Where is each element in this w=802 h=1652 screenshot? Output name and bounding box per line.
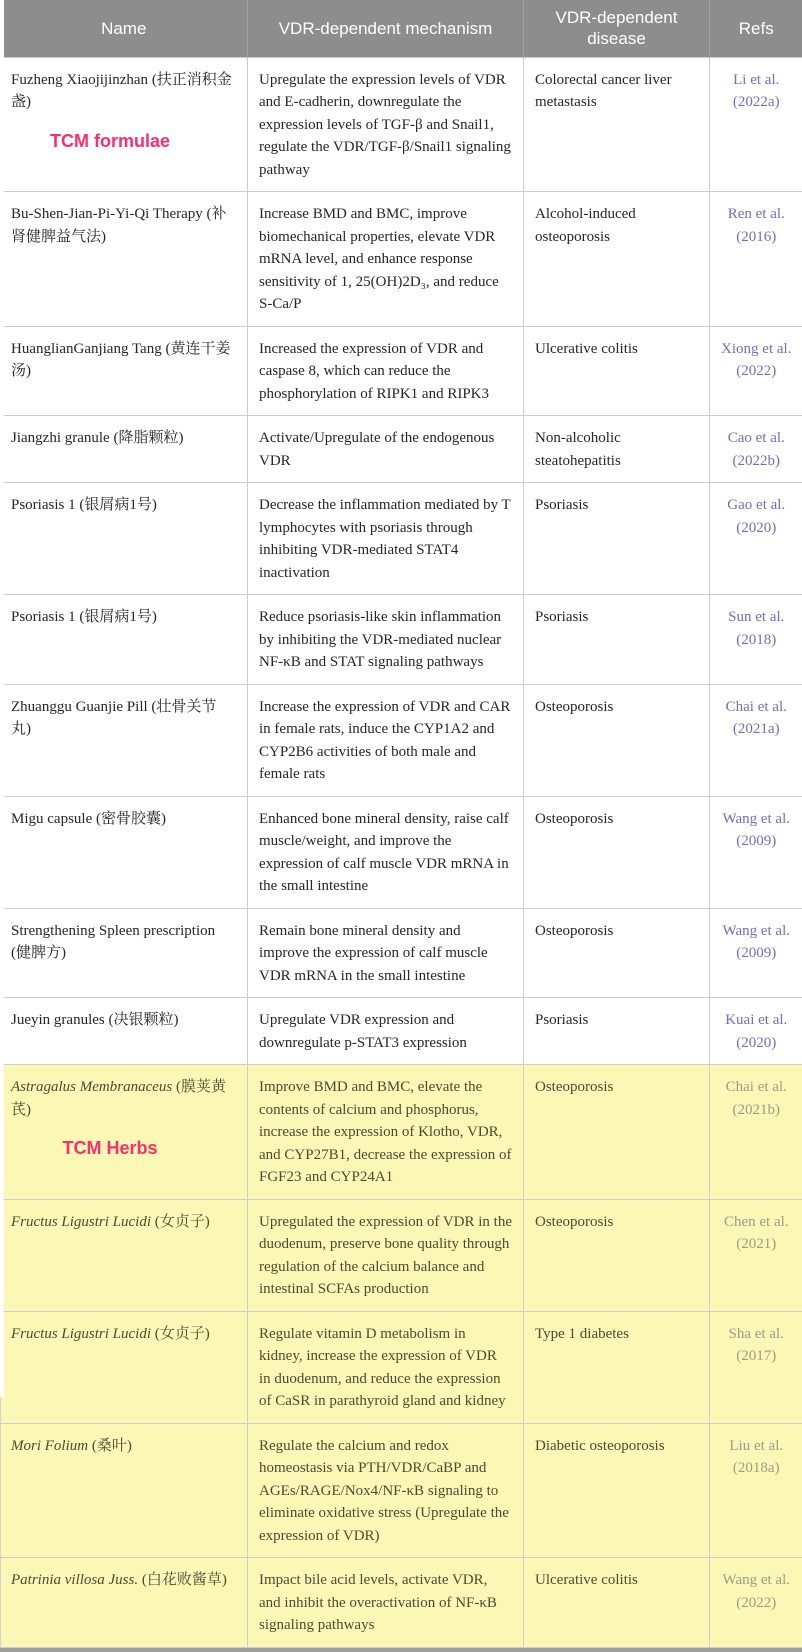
row-name-latin: Fuzheng Xiaojijinzhan xyxy=(11,72,148,88)
name-cell xyxy=(1,684,248,796)
left-margin xyxy=(0,0,4,1397)
row-name-latin: Jueyin granules xyxy=(11,1012,105,1028)
name-cell xyxy=(1,1199,248,1311)
name-cell xyxy=(1,796,248,908)
mechanism-cell: Enhanced bone mineral density, raise calf muscle/weight, and improve the expression of calf muscle VDR mRNA in the small intestine xyxy=(248,796,524,908)
disease-cell: Ulcerative colitis xyxy=(524,1558,710,1648)
reference-link[interactable]: Wang et al. (2009) xyxy=(714,808,799,853)
mechanism-cell: Increase BMD and BMC, improve biomechanical properties, elevate VDR mRNA level, and enhance response sensitivity of 1, 25(OH)2D₃, and reduce S-Ca/P xyxy=(248,192,524,327)
reference-link[interactable]: Chai et al. (2021b) xyxy=(714,1076,799,1121)
disease-cell: Psoriasis xyxy=(524,998,710,1065)
row-name xyxy=(11,808,233,831)
name-cell xyxy=(1,595,248,685)
row-name-cn: (密骨胶囊) xyxy=(96,811,166,827)
refs-cell xyxy=(710,1311,802,1423)
name-cell xyxy=(1,1311,248,1423)
section-label: TCM Herbs xyxy=(11,1135,233,1162)
refs-cell xyxy=(710,595,802,685)
table-row xyxy=(1,1311,802,1423)
table-row xyxy=(1,1199,802,1311)
disease-cell: Colorectal cancer liver metastasis xyxy=(524,57,710,192)
mechanism-cell: Increase the expression of VDR and CAR in female rats, induce the CYP1A2 and CYP2B6 activities of both male and female rats xyxy=(248,684,524,796)
disease-cell: Non-alcoholic steatohepatitis xyxy=(524,416,710,483)
name-cell xyxy=(1,998,248,1065)
name-cell xyxy=(1,416,248,483)
row-name-cn: (白花败酱草) xyxy=(142,1572,227,1588)
name-cell xyxy=(1,192,248,327)
table-row xyxy=(1,908,802,998)
row-name-cn: (银屑病1号) xyxy=(79,609,157,625)
disease-cell: Diabetic osteoporosis xyxy=(524,1423,710,1558)
disease-cell: Osteoporosis xyxy=(524,1065,710,1200)
table-bottom-rule xyxy=(0,1648,802,1652)
disease-cell: Ulcerative colitis xyxy=(524,326,710,416)
mechanism-cell: Reduce psoriasis-like skin inflammation by inhibiting the VDR-mediated nuclear NF-κB and STAT signaling pathways xyxy=(248,595,524,685)
row-name xyxy=(11,494,233,517)
name-cell xyxy=(1,908,248,998)
row-name-latin: Astragalus Membranaceus xyxy=(11,1079,172,1095)
row-name-cn: (女贞子) xyxy=(155,1214,210,1230)
row-name-latin: Migu capsule xyxy=(11,811,92,827)
table-row xyxy=(1,192,802,327)
mechanism-cell: Increased the expression of VDR and caspase 8, which can reduce the phosphorylation of RIPK1 and RIPK3 xyxy=(248,326,524,416)
row-name-cn: (女贞子) xyxy=(155,1326,210,1342)
table-row xyxy=(1,1423,802,1558)
refs-cell xyxy=(710,1065,802,1200)
row-name-cn: (扶正消积金盏) xyxy=(11,72,232,111)
disease-cell: Psoriasis xyxy=(524,483,710,595)
table-row xyxy=(1,483,802,595)
refs-cell xyxy=(710,57,802,192)
refs-cell xyxy=(710,998,802,1065)
name-cell xyxy=(1,326,248,416)
row-name-latin: Jiangzhi granule xyxy=(11,430,110,446)
section-label: TCM formulae xyxy=(11,128,233,155)
row-name-latin: Fructus Ligustri Lucidi xyxy=(11,1326,151,1342)
row-name xyxy=(11,606,233,629)
row-name-latin: Fructus Ligustri Lucidi xyxy=(11,1214,151,1230)
disease-cell: Alcohol-induced osteoporosis xyxy=(524,192,710,327)
table-row xyxy=(1,796,802,908)
mechanism-cell: Regulate the calcium and redox homeostasis via PTH/VDR/CaBP and AGEs/RAGE/Nox4/NF-κB signaling to eliminate oxidative stress (Upregulate the expression of VDR) xyxy=(248,1423,524,1558)
refs-cell xyxy=(710,1558,802,1648)
reference-link[interactable]: Kuai et al. (2020) xyxy=(714,1009,799,1054)
reference-link[interactable]: Gao et al. (2020) xyxy=(714,494,799,539)
table-row xyxy=(1,1558,802,1648)
refs-cell xyxy=(710,908,802,998)
reference-link[interactable]: Chen et al. (2021) xyxy=(714,1211,799,1256)
reference-link[interactable]: Chai et al. (2021a) xyxy=(714,696,799,741)
refs-cell xyxy=(710,326,802,416)
mechanism-cell: Upregulate VDR expression and downregulate p-STAT3 expression xyxy=(248,998,524,1065)
header-name: Name xyxy=(1,0,248,57)
table-row xyxy=(1,684,802,796)
row-name-cn: (桑叶) xyxy=(92,1438,132,1454)
table-row xyxy=(1,595,802,685)
row-name-cn: (决银颗粒) xyxy=(108,1012,178,1028)
table-body xyxy=(1,57,802,1647)
name-cell xyxy=(1,1065,248,1200)
row-name xyxy=(11,920,233,965)
reference-link[interactable]: Liu et al. (2018a) xyxy=(714,1435,799,1480)
row-name xyxy=(11,1435,233,1458)
row-name xyxy=(11,338,233,383)
table-row xyxy=(1,57,802,192)
row-name-cn: (补肾健脾益气法) xyxy=(11,206,227,245)
row-name-latin: Patrinia villosa Juss. xyxy=(11,1572,138,1588)
row-name xyxy=(11,1076,233,1121)
reference-link[interactable]: Li et al. (2022a) xyxy=(714,69,799,114)
refs-cell xyxy=(710,684,802,796)
reference-link[interactable]: Cao et al. (2022b) xyxy=(714,427,799,472)
mechanism-cell: Decrease the inflammation mediated by T lymphocytes with psoriasis through inhibiting VDR-mediated STAT4 inactivation xyxy=(248,483,524,595)
disease-cell: Osteoporosis xyxy=(524,1199,710,1311)
header-mechanism: VDR-dependent mechanism xyxy=(248,0,524,57)
row-name-latin: Psoriasis 1 xyxy=(11,609,76,625)
disease-cell: Osteoporosis xyxy=(524,684,710,796)
row-name-cn: (膜荚黄芪) xyxy=(11,1079,226,1118)
row-name-cn: (壮骨关节丸) xyxy=(11,699,216,738)
refs-cell xyxy=(710,192,802,327)
row-name xyxy=(11,1211,233,1234)
name-cell xyxy=(1,1558,248,1648)
header-refs: Refs xyxy=(710,0,802,57)
refs-cell xyxy=(710,416,802,483)
refs-cell xyxy=(710,483,802,595)
disease-cell: Osteoporosis xyxy=(524,796,710,908)
name-cell xyxy=(1,483,248,595)
reference-link[interactable]: Wang et al. (2009) xyxy=(714,920,799,965)
row-name xyxy=(11,1323,233,1346)
reference-link[interactable]: Ren et al. (2016) xyxy=(714,203,799,248)
reference-link[interactable]: Xiong et al. (2022) xyxy=(714,338,799,383)
mechanism-cell: Impact bile acid levels, activate VDR, and inhibit the overactivation of NF-κB signaling pathways xyxy=(248,1558,524,1648)
row-name-cn: (黄连干姜汤) xyxy=(11,341,230,380)
row-name xyxy=(11,1009,233,1032)
row-name xyxy=(11,203,233,248)
disease-cell: Osteoporosis xyxy=(524,908,710,998)
row-name-latin: Strengthening Spleen prescription xyxy=(11,923,215,939)
reference-link[interactable]: Sun et al. (2018) xyxy=(714,606,799,651)
mechanism-cell: Improve BMD and BMC, elevate the contents of calcium and phosphorus, increase the expression of Klotho, VDR, and CYP27B1, decrease the expression of FGF23 and CYP24A1 xyxy=(248,1065,524,1200)
row-name-cn: (降脂颗粒) xyxy=(113,430,183,446)
refs-cell xyxy=(710,796,802,908)
mechanism-cell: Upregulated the expression of VDR in the duodenum, preserve bone quality through regulation of the calcium balance and intestinal SCFAs production xyxy=(248,1199,524,1311)
row-name-latin: Mori Folium xyxy=(11,1438,88,1454)
reference-link[interactable]: Wang et al. (2022) xyxy=(714,1569,799,1614)
name-cell xyxy=(1,1423,248,1558)
row-name-latin: Psoriasis 1 xyxy=(11,497,76,513)
reference-link[interactable]: Sha et al. (2017) xyxy=(714,1323,799,1368)
refs-cell xyxy=(710,1423,802,1558)
mechanism-cell: Upregulate the expression levels of VDR and E-cadherin, downregulate the expression levels of TGF-β and Snail1, regulate the VDR/TGF-β/Snail1 signaling pathway xyxy=(248,57,524,192)
table-row xyxy=(1,1065,802,1200)
mechanism-cell: Regulate vitamin D metabolism in kidney, increase the expression of VDR in duodenum, and reduce the expression of CaSR in parathyroid gland and kidney xyxy=(248,1311,524,1423)
disease-cell: Psoriasis xyxy=(524,595,710,685)
row-name-latin: HuanglianGanjiang Tang xyxy=(11,341,162,357)
table-row xyxy=(1,998,802,1065)
row-name-cn: (银屑病1号) xyxy=(79,497,157,513)
name-cell xyxy=(1,57,248,192)
disease-cell: Type 1 diabetes xyxy=(524,1311,710,1423)
header-disease: VDR-dependent disease xyxy=(524,0,710,57)
table-header xyxy=(1,0,802,57)
mechanism-cell: Remain bone mineral density and improve the expression of calf muscle VDR mRNA in the small intestine xyxy=(248,908,524,998)
row-name-cn: (健脾方) xyxy=(11,945,66,961)
row-name xyxy=(11,696,233,741)
row-name xyxy=(11,69,233,114)
mechanism-cell: Activate/Upregulate of the endogenous VDR xyxy=(248,416,524,483)
row-name xyxy=(11,427,233,450)
table-row xyxy=(1,416,802,483)
row-name xyxy=(11,1569,233,1592)
row-name-latin: Zhuanggu Guanjie Pill xyxy=(11,699,148,715)
table-row xyxy=(1,326,802,416)
row-name-latin: Bu-Shen-Jian-Pi-Yi-Qi Therapy xyxy=(11,206,203,222)
refs-cell xyxy=(710,1199,802,1311)
